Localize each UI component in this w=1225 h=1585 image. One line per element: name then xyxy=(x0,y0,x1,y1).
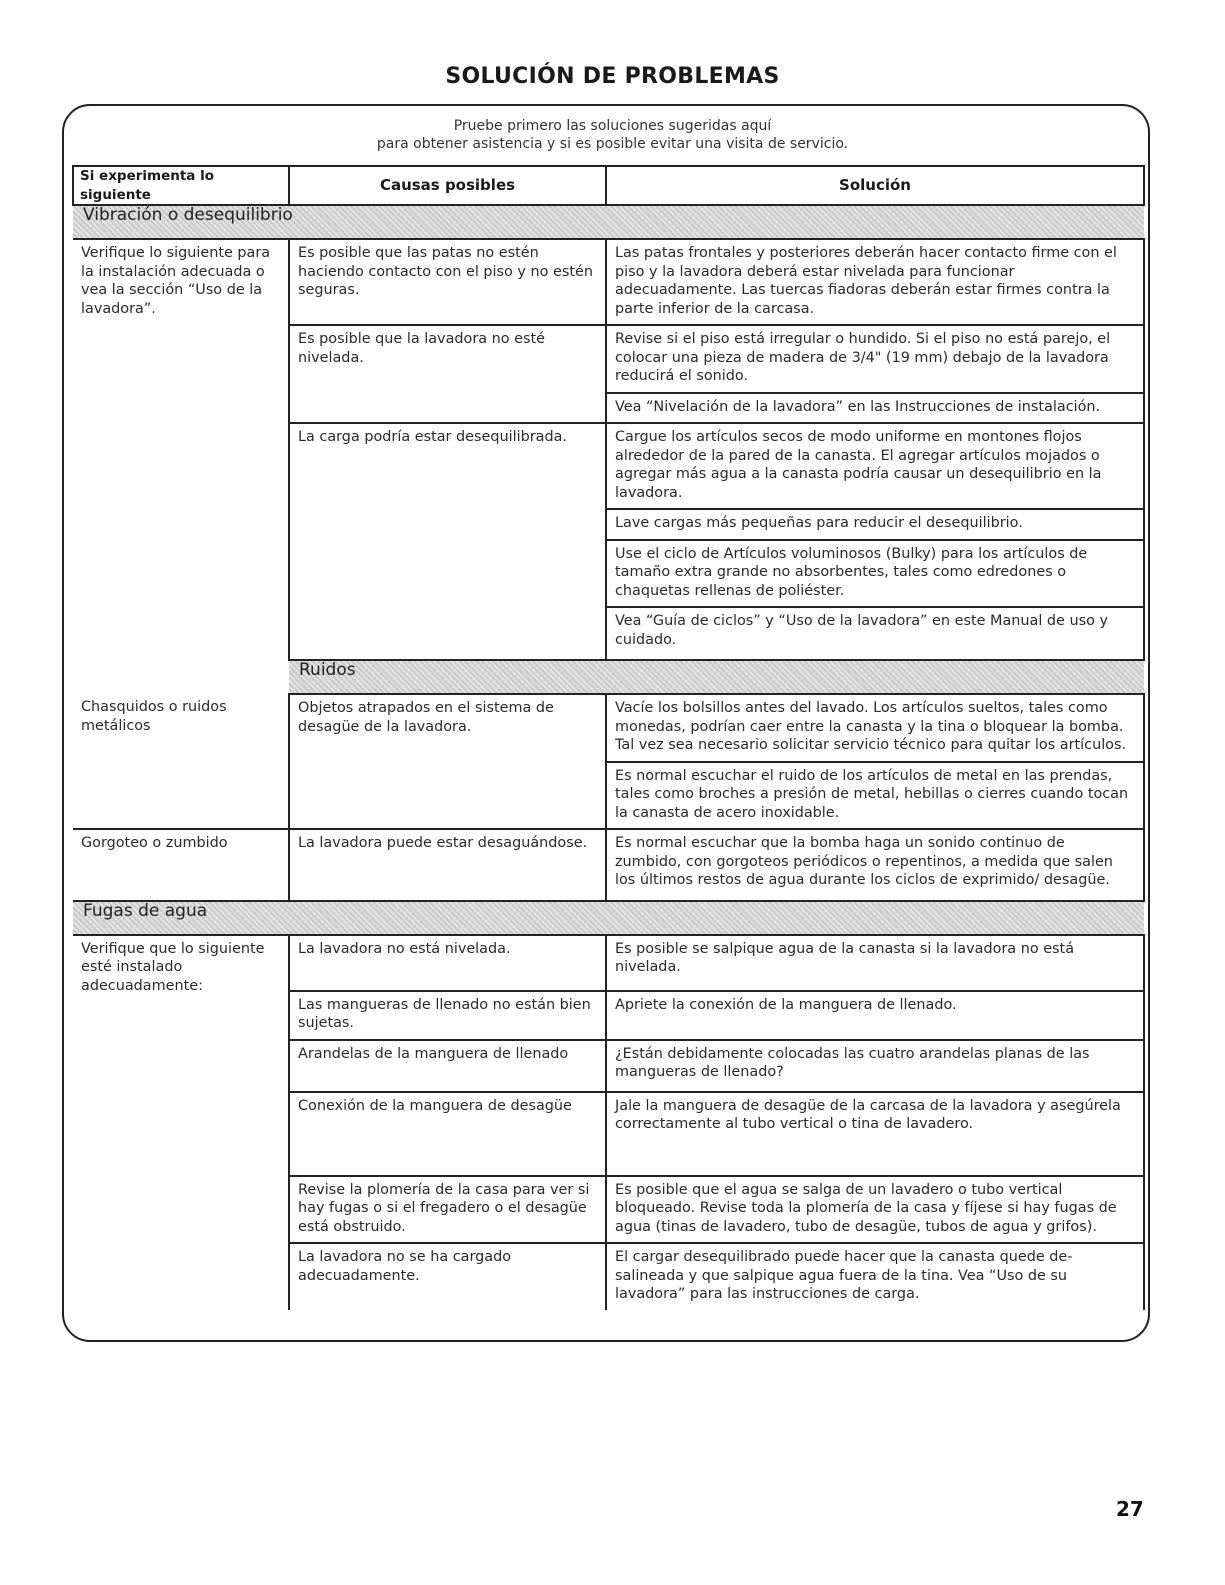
cause-cell: Las mangueras de llenado no están bien sujetas. xyxy=(289,991,606,1040)
solution-cell: Vea “Nivelación de la lavadora” en las Instrucciones de instalación. xyxy=(606,393,1144,424)
cause-cell: Objetos atrapados en el sistema de desagüe de la lavadora. xyxy=(289,694,606,829)
cause-cell: Arandelas de la manguera de llenado xyxy=(289,1040,606,1092)
cause-cell: La carga podría estar desequilibrada. xyxy=(289,423,606,660)
cause-cell: La lavadora no está nivelada. xyxy=(289,935,606,991)
solution-cell: El cargar desequilibrado puede hacer que la canasta quede de-salineada y que salpique agua fuera de la tina. Vea “Uso de su lavadora” para las instrucciones de carga. xyxy=(606,1243,1144,1310)
table-row xyxy=(73,829,1144,901)
cause-cell: Es posible que las patas no estén haciendo contacto con el piso y no estén seguras. xyxy=(289,239,606,325)
solution-cell: Revise si el piso está irregular o hundido. Si el piso no está parejo, el colocar una pieza de madera de 3/4" (19 mm) debajo de la lavadora reducirá el sonido. xyxy=(606,325,1144,393)
symptom-cell: Verifique que lo siguiente esté instalado adecuadamente: xyxy=(81,940,265,994)
solution-cell: Es normal escuchar que la bomba haga un sonido continuo de zumbido, con gorgoteos periódicos o repentinos, a medida que salen los últimos restos de agua durante los ciclos de exprimido/ desagüe. xyxy=(606,829,1144,901)
page-title: SOLUCIÓN DE PROBLEMAS xyxy=(445,64,780,89)
header-solution: Solución xyxy=(606,166,1144,205)
solution-cell: Vea “Guía de ciclos” y “Uso de la lavadora” en este Manual de uso y cuidado. xyxy=(606,607,1144,660)
header-causes: Causas posibles xyxy=(289,166,606,205)
intro-line-2: para obtener asistencia y si es posible evitar una visita de servicio. xyxy=(376,136,849,152)
section-title: Fugas de agua xyxy=(73,901,1144,935)
solution-cell: Es posible que el agua se salga de un lavadero o tubo vertical bloqueado. Revise toda la plomería de la casa y fíjese si hay fugas de agua (tinas de lavadero, tubo de desagüe, tubos de agua y grifos). xyxy=(606,1176,1144,1244)
symptom-cell: Chasquidos o ruidos metálicos xyxy=(81,699,227,734)
cause-cell: La lavadora no se ha cargado adecuadamente. xyxy=(289,1243,606,1310)
solution-cell: ¿Están debidamente colocadas las cuatro arandelas planas de las mangueras de llenado? xyxy=(606,1040,1144,1092)
solution-cell: Cargue los artículos secos de modo uniforme en montones flojos alrededor de la pared de la canasta. El agregar artículos mojados o agregar más agua a la canasta podría causar un desequilibrio en la lavadora. xyxy=(606,423,1144,509)
troubleshooting-table xyxy=(72,165,1144,1310)
section-title: Ruidos xyxy=(289,660,1144,694)
table-row xyxy=(73,694,1144,762)
table-row xyxy=(73,393,1144,424)
solution-cell: Lave cargas más pequeñas para reducir el desequilibrio. xyxy=(606,509,1144,540)
intro-line-1: Pruebe primero las soluciones sugeridas aquí xyxy=(453,118,772,134)
header-row xyxy=(73,166,1144,205)
solution-cell: Las patas frontales y posteriores deberán hacer contacto firme con el piso y la lavadora deberá estar nivelada para funcionar adecuadamente. Las tuercas fiadoras deberán estar firmes contra la parte inferior de la carcasa. xyxy=(606,239,1144,325)
table-row xyxy=(73,935,1144,991)
intro-text xyxy=(0,117,1225,153)
section-header-vibration xyxy=(73,205,1144,239)
table-row xyxy=(73,239,1144,325)
section-header-leaks xyxy=(73,901,1144,935)
solution-cell: Vacíe los bolsillos antes del lavado. Los artículos sueltos, tales como monedas, podrían caer entre la canasta y la tina o bloquear la bomba. Tal vez sea necesario solicitar servicio técnico para quitar los artículos. xyxy=(606,694,1144,762)
cause-cell: Es posible que la lavadora no esté nivelada. xyxy=(289,325,606,423)
solution-cell: Jale la manguera de desagüe de la carcasa de la lavadora y asegúrela correctamente al tubo vertical o tina de lavadero. xyxy=(606,1092,1144,1176)
cause-cell: La lavadora puede estar desaguándose. xyxy=(289,829,606,901)
cause-cell: Conexión de la manguera de desagüe xyxy=(289,1092,606,1176)
symptom-cell: Verifique lo siguiente para la instalación adecuada o vea la sección “Uso de la lavadora”. xyxy=(81,245,271,317)
solution-cell: Es normal escuchar el ruido de los artículos de metal en las prendas, tales como broches a presión de metal, hebillas o cierres cuando tocan la canasta de acero inoxidable. xyxy=(606,762,1144,830)
symptom-cell: Gorgoteo o zumbido xyxy=(73,829,289,901)
solution-cell: Es posible se salpique agua de la canasta si la lavadora no está nivelada. xyxy=(606,935,1144,991)
solution-cell: Apriete la conexión de la manguera de llenado. xyxy=(606,991,1144,1040)
symptom-cell-empty xyxy=(73,393,289,695)
section-title: Vibración o desequilibrio xyxy=(73,205,1144,239)
solution-cell: Use el ciclo de Artículos voluminosos (Bulky) para los artículos de tamaño extra grande no absorbentes, tales como edredones o chaquetas rellenas de poliéster. xyxy=(606,540,1144,608)
cause-cell: Revise la plomería de la casa para ver si hay fugas o si el fregadero o el desagüe está obstruido. xyxy=(289,1176,606,1244)
header-symptom: Si experimenta lo siguiente xyxy=(73,166,289,205)
page-number: 27 xyxy=(1116,1497,1144,1521)
